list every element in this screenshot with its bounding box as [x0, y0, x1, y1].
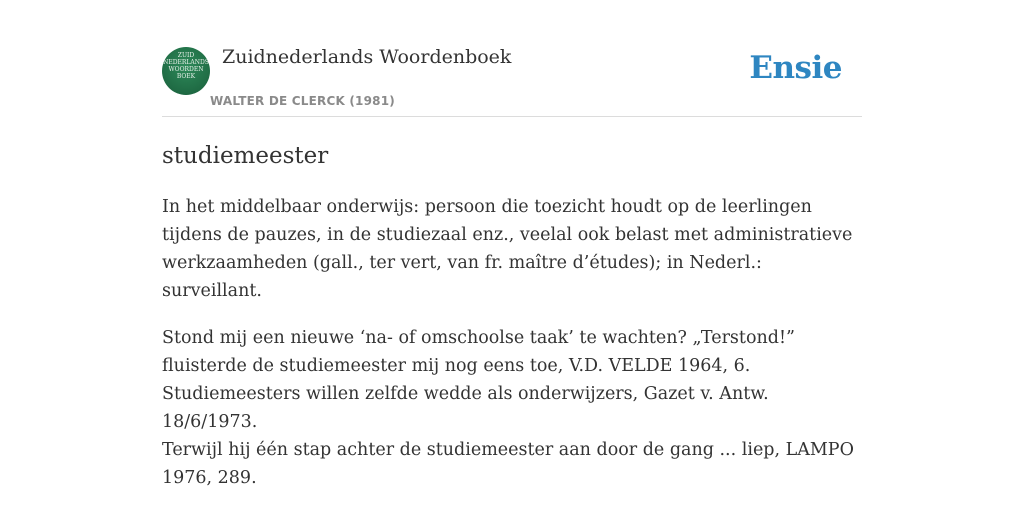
logo-text-line-3: WOORDEN	[168, 66, 204, 73]
example-quote: Stond mij een nieuwe ‘na- of omschoolse taak’ te wachten? „Terstond!” fluisterde de studiemeester mij nog eens toe, V.D. VELDE 1964, 6.	[162, 328, 795, 376]
dictionary-logo[interactable]	[162, 47, 210, 95]
example-quote: Studiemeesters willen zelfde wedde als onderwijzers, Gazet v. Antw. 18/6/1973.	[162, 384, 769, 432]
source-header	[162, 0, 862, 117]
ensie-brand-link[interactable]: Ensie	[749, 50, 842, 86]
entry-definition: In het middelbaar onderwijs: persoon die toezicht houdt op de leerlingen tijdens de pauzes, in de studiezaal enz., veelal ook belast met administratieve werkzaamheden (gall., ter vert, van fr. maître d’études); in Nederl.: surveillant.	[162, 197, 853, 301]
dictionary-logo-icon	[162, 47, 210, 95]
logo-text-line-2: NEDERLANDS	[163, 59, 209, 66]
logo-text-line-1: ZUID	[177, 52, 195, 59]
entry-term: studiemeester	[162, 143, 329, 169]
example-quote: Terwijl hij één stap achter de studiemeester aan door de gang ... liep, LAMPO 1976, 289.	[162, 440, 854, 488]
book-author: WALTER DE CLERCK (1981)	[210, 94, 395, 108]
logo-text-line-4: BOEK	[176, 73, 196, 80]
book-title[interactable]: Zuidnederlands Woordenboek	[222, 46, 512, 68]
page-container	[162, 0, 862, 492]
